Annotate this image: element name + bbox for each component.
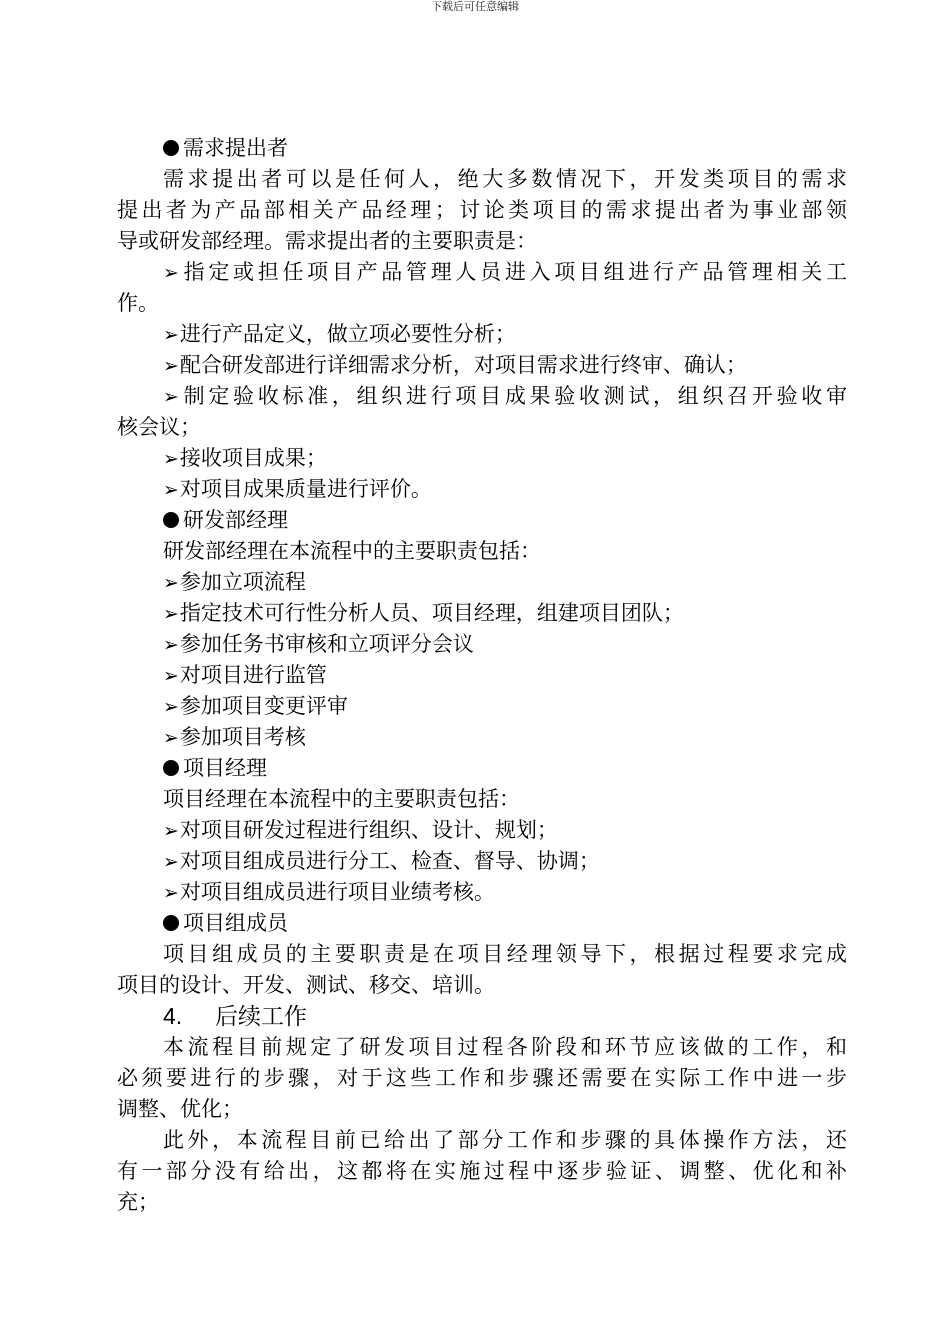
arrow-bullet-icon: ➢ bbox=[163, 634, 179, 656]
page-header: 下载后可任意编辑 bbox=[431, 0, 519, 13]
list-item: ➢指定技术可行性分析人员、项目经理，组建项目团队； bbox=[163, 601, 684, 625]
list-item: ➢参加项目变更评审 bbox=[163, 694, 348, 718]
section-title-requester: 需求提出者 bbox=[117, 133, 847, 164]
paragraph-line: 研发部经理在本流程中的主要职责包括： bbox=[163, 539, 541, 563]
section-title-project-manager: 项目经理 bbox=[117, 753, 847, 784]
paragraph-line: 项目经理在本流程中的主要职责包括： bbox=[163, 787, 520, 811]
arrow-bullet-icon: ➢ bbox=[163, 479, 179, 501]
bullet-dot-icon bbox=[163, 915, 179, 931]
paragraph-line: 项目的设计、开发、测试、移交、培训。 bbox=[117, 973, 495, 997]
list-item: ➢对项目研发过程进行组织、设计、规划； bbox=[163, 818, 558, 842]
list-item: ➢对项目组成员进行项目业绩考核。 bbox=[163, 880, 495, 904]
arrow-bullet-icon: ➢ bbox=[163, 324, 179, 346]
list-item: ➢接收项目成果； bbox=[163, 446, 327, 470]
section-title-team-member: 项目组成员 bbox=[117, 908, 847, 939]
paragraph-line: 项目组成员的主要职责是在项目经理领导下，根据过程要求完成 bbox=[163, 942, 847, 966]
list-item: ➢进行产品定义，做立项必要性分析； bbox=[163, 322, 516, 346]
list-item: ➢配合研发部进行详细需求分析，对项目需求进行终审、确认； bbox=[163, 353, 747, 377]
paragraph-line: 调整、优化； bbox=[117, 1097, 243, 1121]
arrow-bullet-icon: ➢ bbox=[163, 696, 179, 718]
list-item: ➢参加项目考核 bbox=[163, 725, 306, 749]
paragraph-line: 需求提出者可以是任何人，绝大多数情况下，开发类项目的需求 bbox=[163, 167, 847, 191]
heading-title: 后续工作 bbox=[215, 1003, 307, 1029]
arrow-bullet-icon: ➢ bbox=[163, 448, 179, 470]
arrow-bullet-icon: ➢ bbox=[163, 572, 179, 594]
list-item: ➢对项目进行监管 bbox=[163, 663, 327, 687]
arrow-bullet-icon: ➢ bbox=[163, 882, 179, 904]
section-heading-followup bbox=[117, 1001, 847, 1032]
bullet-dot-icon bbox=[163, 512, 179, 528]
list-item: ➢指定或担任项目产品管理人员进入项目组进行产品管理相关工 bbox=[163, 260, 847, 284]
paragraph-line: 此外，本流程目前已给出了部分工作和步骤的具体操作方法，还 bbox=[163, 1128, 847, 1152]
list-item: ➢对项目成果质量进行评价。 bbox=[163, 477, 432, 501]
section-title-rd-manager: 研发部经理 bbox=[117, 505, 847, 536]
paragraph-line: 有一部分没有给出，这都将在实施过程中逐步验证、调整、优化和补 bbox=[117, 1159, 847, 1183]
list-item: ➢制定验收标准，组织进行项目成果验收测试，组织召开验收审 bbox=[163, 384, 847, 408]
bullet-dot-icon bbox=[163, 140, 179, 156]
heading-number: 4. bbox=[163, 1003, 183, 1029]
paragraph-line: 提出者为产品部相关产品经理；讨论类项目的需求提出者为事业部领 bbox=[117, 198, 847, 222]
document-body bbox=[117, 133, 847, 1218]
paragraph-line: 本流程目前规定了研发项目过程各阶段和环节应该做的工作，和 bbox=[163, 1035, 847, 1059]
arrow-bullet-icon: ➢ bbox=[163, 603, 179, 625]
bullet-dot-icon bbox=[163, 760, 179, 776]
paragraph-line: 充； bbox=[117, 1190, 159, 1214]
list-item: ➢对项目组成员进行分工、检查、督导、协调； bbox=[163, 849, 600, 873]
list-item: ➢参加立项流程 bbox=[163, 570, 306, 594]
arrow-bullet-icon: ➢ bbox=[163, 386, 179, 408]
arrow-bullet-icon: ➢ bbox=[163, 665, 179, 687]
arrow-bullet-icon: ➢ bbox=[163, 355, 179, 377]
arrow-bullet-icon: ➢ bbox=[163, 727, 179, 749]
list-item: ➢参加任务书审核和立项评分会议 bbox=[163, 632, 474, 656]
arrow-bullet-icon: ➢ bbox=[163, 262, 179, 284]
paragraph-line: 作。 bbox=[117, 291, 159, 315]
arrow-bullet-icon: ➢ bbox=[163, 820, 179, 842]
paragraph-line: 核会议； bbox=[117, 415, 201, 439]
paragraph-line: 导或研发部经理。需求提出者的主要职责是： bbox=[117, 229, 537, 253]
arrow-bullet-icon: ➢ bbox=[163, 851, 179, 873]
paragraph-line: 必须要进行的步骤，对于这些工作和步骤还需要在实际工作中进一步 bbox=[117, 1066, 847, 1090]
